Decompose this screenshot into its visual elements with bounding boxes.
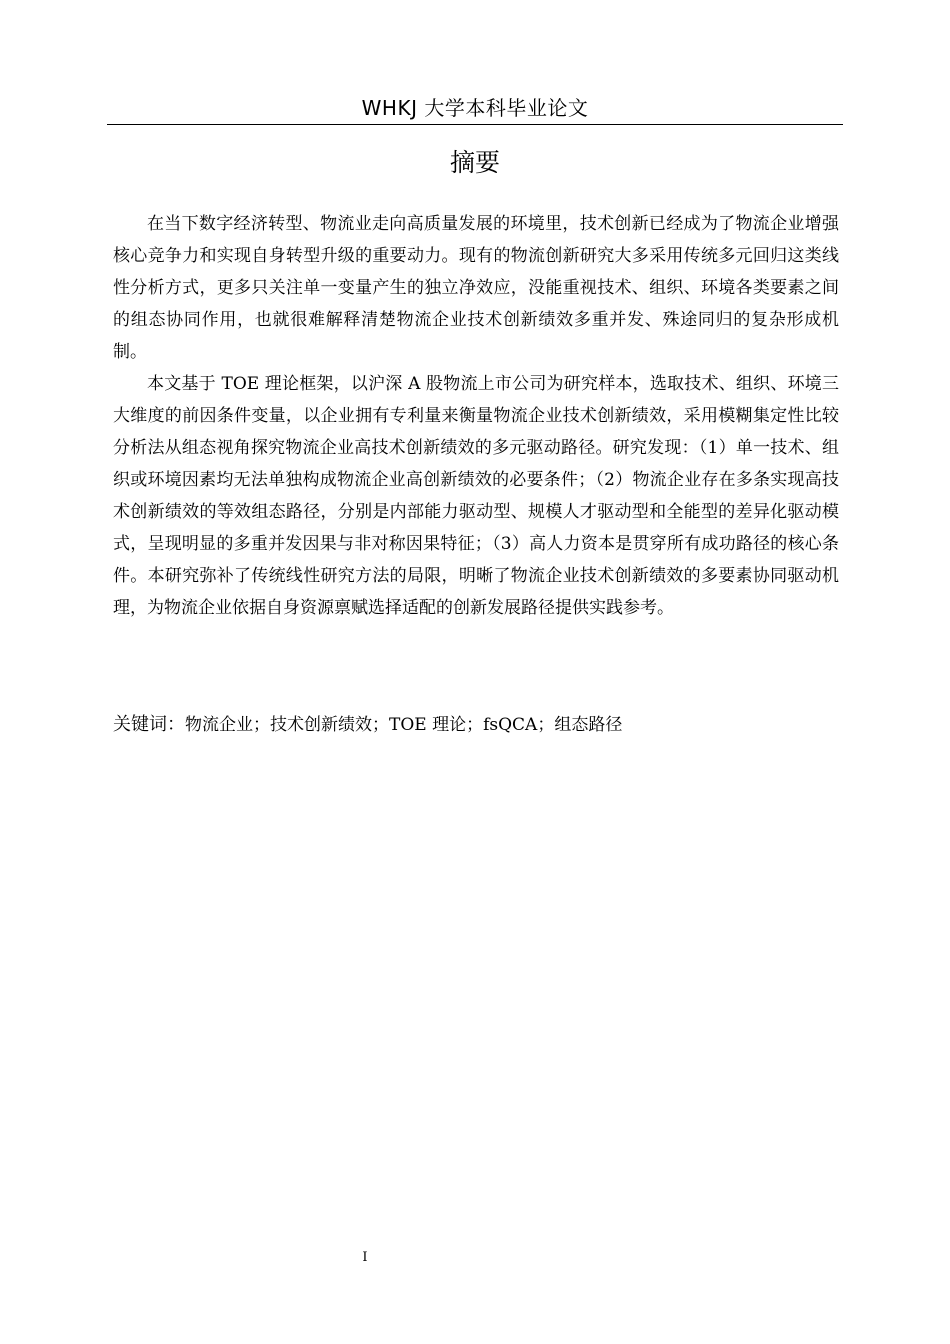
header-divider — [107, 124, 843, 125]
keywords-value: 物流企业；技术创新绩效；TOE 理论；fsQCA；组态路径 — [185, 715, 623, 735]
abstract-paragraph-1: 在当下数字经济转型、物流业走向高质量发展的环境里，技术创新已经成为了物流企业增强核心竞争力和实现自身转型升级的重要动力。现有的物流创新研究大多采用传统多元回归这类线性分析方式，更多只关注单一变量产生的独立净效应，没能重视技术、组织、环境各类要素之间的组态协同作用，也就很难解释清楚物流企业技术创新绩效多重并发、殊途同归的复杂形成机制。 — [113, 214, 839, 362]
abstract-body — [113, 208, 839, 624]
keywords-line — [113, 709, 839, 741]
running-header: WHKJ 大学本科毕业论文 — [361, 96, 589, 120]
abstract-paragraph-2: 本文基于 TOE 理论框架，以沪深 A 股物流上市公司为研究样本，选取技术、组织、环境三大维度的前因条件变量，以企业拥有专利量来衡量物流企业技术创新绩效，采用模糊集定性比较分析法从组态视角探究物流企业高技术创新绩效的多元驱动路径。研究发现：（1）单一技术、组织或环境因素均无法单独构成物流企业高创新绩效的必要条件；（2）物流企业存在多条实现高技术创新绩效的等效组态路径，分别是内部能力驱动型、规模人才驱动型和全能型的差异化驱动模式，呈现明显的多重并发因果与非对称因果特征；（3）高人力资本是贯穿所有成功路径的核心条件。本研究弥补了传统线性研究方法的局限，明晰了物流企业技术创新绩效的多要素协同驱动机理，为物流企业依据自身资源禀赋选择适配的创新发展路径提供实践参考。 — [113, 374, 839, 618]
abstract-title: 摘要 — [449, 148, 500, 177]
page-number: I — [362, 1250, 368, 1265]
keywords-label: 关键词： — [113, 714, 185, 735]
